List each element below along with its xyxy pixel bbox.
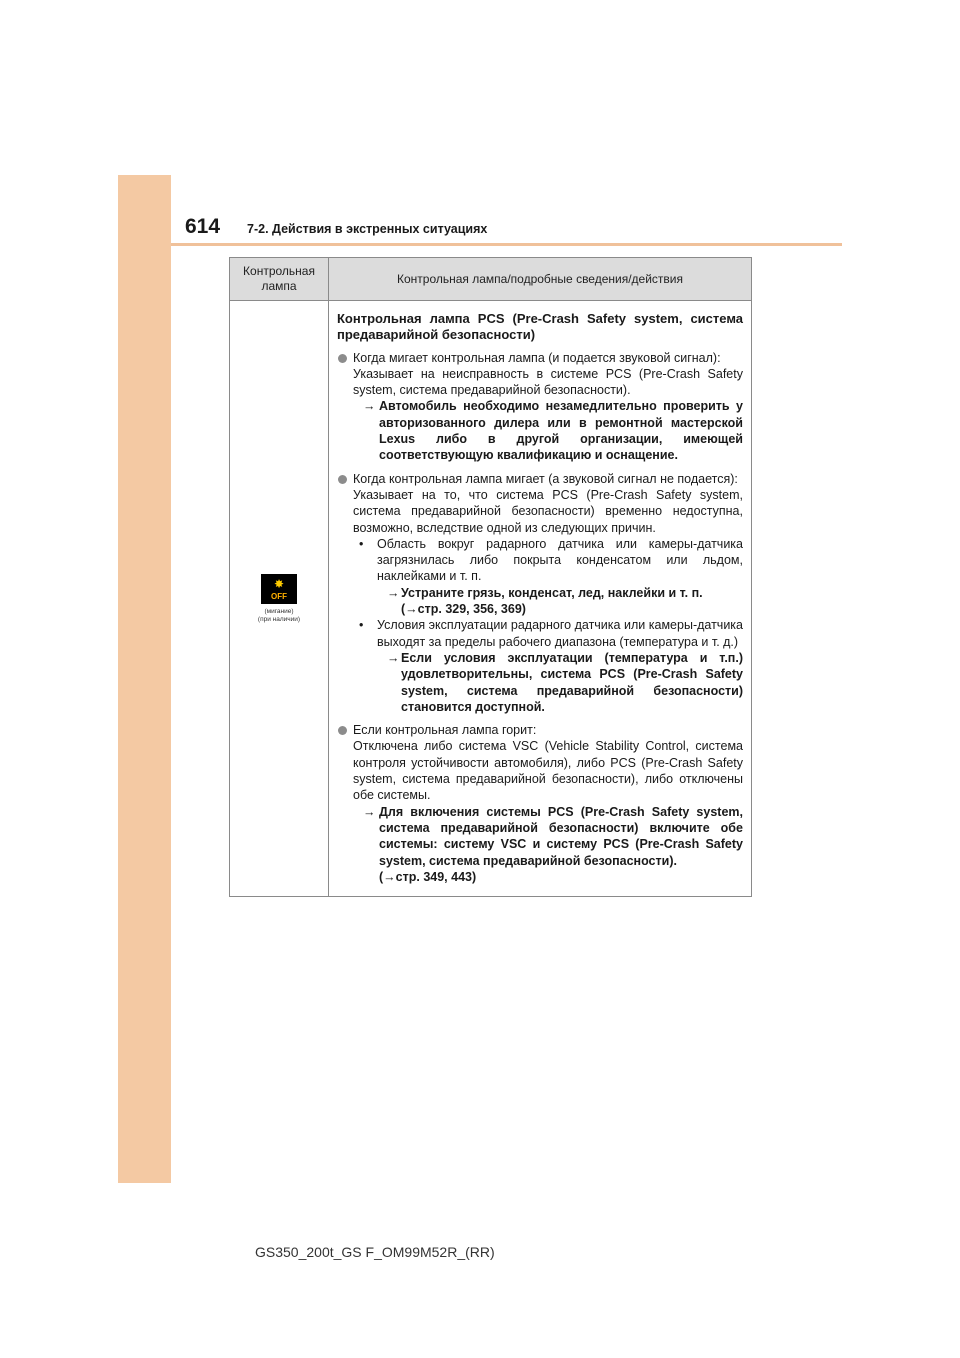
section-title: 7-2. Действия в экстренных ситуациях: [247, 222, 488, 236]
sub-item-action-text: Устраните грязь, конденсат, лед, наклейки и т. п.: [401, 585, 703, 600]
bullet-dot-icon: [338, 354, 347, 363]
footer-model-code: GS350_200t_GS F_OM99M52R_(RR): [255, 1244, 495, 1260]
bullet-dot-icon: [338, 726, 347, 735]
bullet-condition: Если контрольная лампа горит:: [353, 723, 537, 738]
arrow-icon: →: [363, 399, 376, 414]
header-rule: [171, 243, 842, 246]
bullet-dot-icon: [338, 475, 347, 484]
page-reference[interactable]: (→стр. 349, 443): [379, 869, 477, 884]
sub-dot-icon: •: [359, 536, 364, 551]
sub-item: [353, 536, 743, 617]
sub-item-text: Область вокруг радарного датчика или камеры-датчика загрязнилась либо покрыта конденсатом или льдом, наклейками и т. п.: [377, 536, 743, 584]
bullet-condition: Когда контрольная лампа мигает (а звуковой сигнал не подается):: [353, 471, 738, 486]
lamp-off-label: OFF: [271, 591, 287, 601]
bullet-condition: Когда мигает контрольная лампа (и подается звуковой сигнал):: [353, 350, 721, 365]
lamp-cell: [230, 301, 329, 897]
bullet-text: Указывает на то, что система PCS (Pre-Crash Safety system, система предаварийной безопасности) временно недоступна, возможно, вследствие одной из следующих причин.: [353, 487, 743, 535]
table-row: [230, 301, 752, 897]
page-reference[interactable]: (→стр. 329, 356, 369): [401, 602, 526, 617]
sub-item-text: Условия эксплуатации радарного датчика или камеры-датчика выходят за пределы рабочего диапазона (температура и т. д.): [377, 618, 743, 649]
sub-item: [353, 617, 743, 715]
arrow-icon: →: [387, 585, 400, 600]
sub-item-action-text: Если условия эксплуатации (температура и т.п.) удовлетворительны, система PCS (Pre-Crash Safety system, система предаварийной безопасности) становится доступной.: [401, 650, 743, 714]
warning-lamp-table: [229, 257, 752, 897]
arrow-icon: →: [387, 650, 400, 665]
details-cell: [329, 301, 752, 897]
bullet-action-text: Для включения системы PCS (Pre-Crash Safety system, система предаварийной безопасности) включите обе системы: систему VSC и систему PCS (Pre-Crash Safety system, система предаварийной безопасности).: [379, 804, 743, 868]
lamp-caption-blink: (мигание): [264, 607, 294, 615]
bullet-action: [353, 804, 743, 885]
bullet-item: [337, 350, 743, 464]
side-color-band: [118, 175, 171, 1183]
bullet-item: [337, 471, 743, 715]
table-header-row: [230, 258, 752, 301]
bullet-text: Отключена либо система VSC (Vehicle Stability Control, система контроля устойчивости автомобиля), либо PCS (Pre-Crash Safety system, система предаварийной безопасности), либо отключены обе системы.: [353, 739, 743, 803]
arrow-icon: →: [363, 804, 376, 819]
page-number: 614: [185, 215, 221, 238]
col-header-lamp: Контрольная лампа: [230, 258, 329, 301]
sub-item-action: [377, 650, 743, 715]
pcs-off-warning-icon: [261, 574, 297, 604]
sub-item-action: [377, 585, 743, 618]
lamp-title: Контрольная лампа PCS (Pre-Crash Safety system, система предаварийной безопасности): [337, 311, 743, 343]
col-header-details: Контрольная лампа/подробные сведения/действия: [329, 258, 752, 301]
sub-dot-icon: •: [359, 618, 364, 633]
bullet-action: [353, 398, 743, 463]
bullet-item: [337, 722, 743, 885]
bullet-action-text: Автомобиль необходимо незамедлительно проверить у авторизованного дилера или в ремонтной мастерской Lexus либо в другой организации, имеющей соответствующую квалификацию и оснащение.: [379, 399, 743, 463]
lamp-caption-availability: (при наличии): [257, 615, 301, 623]
bullet-text: Указывает на неисправность в системе PCS (Pre-Crash Safety system, система предаварийной безопасности).: [353, 366, 743, 398]
crash-burst-icon: ✸: [273, 576, 285, 591]
